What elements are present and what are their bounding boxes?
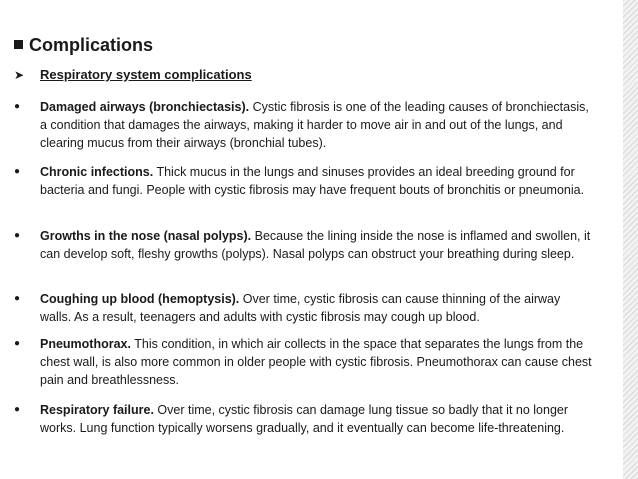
list-item (14, 227, 594, 263)
list-item-term: Coughing up blood (hemoptysis). (40, 292, 240, 306)
list-item (14, 401, 594, 437)
arrow-bullet-icon: ➤ (14, 68, 25, 82)
bullet-dot-icon: ● (14, 404, 21, 415)
bullet-dot-icon: ● (14, 101, 21, 112)
bullet-dot-icon: ● (14, 230, 21, 241)
list-item-text (40, 98, 594, 152)
list-item-text (40, 290, 594, 326)
list-item-text (40, 227, 594, 263)
list-item-text (40, 401, 594, 437)
list-item-text (40, 335, 594, 389)
subsection-heading-text: Respiratory system complications (40, 67, 252, 82)
list-item-term: Damaged airways (bronchiectasis). (40, 100, 250, 114)
list-item-description: Over time, cystic fibrosis can cause thinning of the airway walls. As a result, teenagers and adults with cystic fibrosis may cough up blood. (40, 292, 561, 324)
list-item-description: This condition, in which air collects in the space that separates the lungs from the chest wall, is also more common in older people with cystic fibrosis. Pneumothorax can cause chest pain and breathlessness. (40, 337, 592, 387)
list-item (14, 163, 594, 199)
list-item (14, 98, 594, 152)
bullet-dot-icon: ● (14, 338, 21, 349)
list-item-description: Over time, cystic fibrosis can damage lung tissue so badly that it no longer works. Lung function typically worsens gradually, and it eventually can become life-threatening. (40, 403, 569, 435)
list-item-term: Pneumothorax. (40, 337, 131, 351)
list-item-text (40, 163, 594, 199)
list-item (14, 290, 594, 326)
subsection-heading (14, 66, 252, 84)
decorative-stripe (623, 0, 638, 479)
section-heading-text: Complications (29, 35, 154, 55)
list-item-term: Chronic infections. (40, 165, 154, 179)
list-item-description: Cystic fibrosis is one of the leading causes of bronchiectasis, a condition that damages the airways, making it harder to move air in and out of the lungs, and clearing mucus from their airways (bronchial tubes). (40, 100, 589, 150)
list-item-term: Respiratory failure. (40, 403, 154, 417)
list-item-term: Growths in the nose (nasal polyps). (40, 229, 252, 243)
square-bullet-icon (14, 40, 23, 49)
bullet-dot-icon: ● (14, 166, 21, 177)
bullet-dot-icon: ● (14, 293, 21, 304)
list-item-description: Thick mucus in the lungs and sinuses provides an ideal breeding ground for bacteria and fungi. People with cystic fibrosis may have frequent bouts of bronchitis or pneumonia. (40, 165, 585, 197)
list-item-description: Because the lining inside the nose is inflamed and swollen, it can develop soft, fleshy growths (polyps). Nasal polyps can obstruct your breathing during sleep. (40, 229, 591, 261)
section-heading (14, 35, 153, 55)
list-item (14, 335, 594, 389)
